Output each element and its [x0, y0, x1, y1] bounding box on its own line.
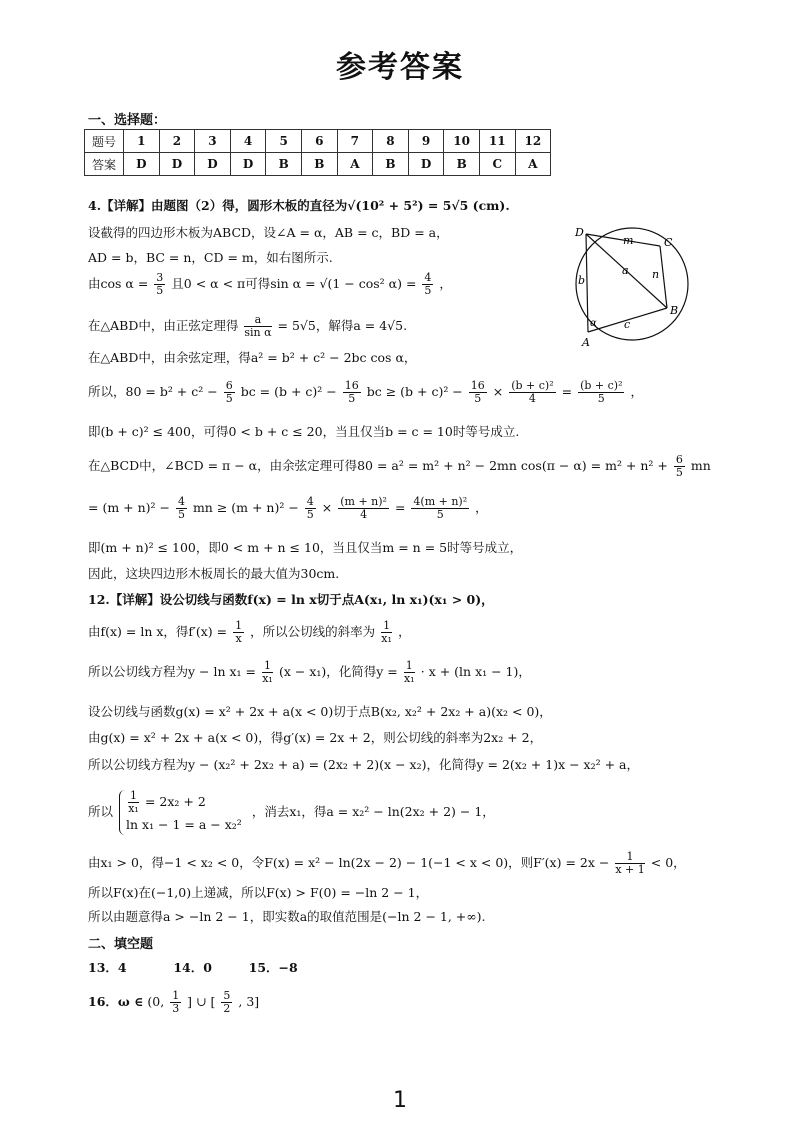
text: < 0，	[650, 855, 686, 870]
table-cell: 8	[373, 130, 409, 153]
numerator: 1	[172, 989, 180, 1002]
table-cell: 2	[159, 130, 195, 153]
table-cell: B	[373, 153, 409, 176]
numerator: 1	[130, 789, 137, 802]
numerator: 4	[424, 271, 432, 284]
answer-table	[84, 129, 551, 176]
row-label-number: 题号	[85, 130, 124, 153]
fraction	[469, 380, 487, 405]
label-a: A	[582, 336, 590, 349]
page-number: 1	[393, 1088, 407, 1113]
table-cell: A	[337, 153, 373, 176]
row-label-answer: 答案	[85, 153, 124, 176]
text: (x − x₁)，化简得y =	[278, 664, 398, 679]
text: 所以	[88, 804, 114, 819]
q4-line-1: 4.【详解】由题图（2）得，圆形木板的直径为√(10² + 5²) = 5√5 (cm).	[88, 198, 510, 213]
denominator: 5	[424, 284, 432, 297]
text: ∪	[196, 994, 207, 1009]
fraction	[224, 380, 235, 405]
q12-line-2	[88, 620, 411, 645]
denominator: x	[235, 632, 242, 645]
numerator: 1	[235, 619, 243, 632]
denominator: x₁	[262, 672, 273, 685]
text: ，	[630, 384, 643, 399]
fraction	[381, 620, 392, 645]
text: 由x₁ > 0，得−1 < x₂ < 0，令F(x) = x² − ln(2x − 2) − 1(−1 < x < 0)，则F′(x) = 2x −	[88, 855, 610, 870]
fraction	[509, 380, 555, 405]
table-cell: 7	[337, 130, 373, 153]
denominator: 3	[172, 1002, 180, 1015]
text: ，	[475, 500, 488, 515]
fraction	[338, 496, 389, 521]
label-d: D	[575, 226, 584, 239]
numerator: 1	[405, 659, 413, 672]
text: , 3]	[238, 994, 260, 1009]
text: = (m + n)² −	[88, 500, 170, 515]
q12-line-4: 设公切线与函数g(x) = x² + 2x + a(x < 0)切于点B(x₂, x₂² + 2x₂ + a)(x₂ < 0)，	[88, 704, 552, 719]
numerator: (b + c)²	[511, 379, 554, 392]
fraction	[343, 380, 361, 405]
table-cell: 6	[301, 130, 337, 153]
table-cell: 11	[479, 130, 515, 153]
equation-system	[119, 790, 242, 835]
text: (0,	[147, 994, 165, 1009]
fraction	[128, 790, 139, 815]
label-m: m	[623, 234, 634, 247]
q4-line-2: 设截得的四边形木板为ABCD，设∠A = α，AB = c，BD = a，	[88, 225, 449, 240]
segment-cb	[660, 246, 667, 308]
table-cell: 3	[195, 130, 231, 153]
fraction	[305, 496, 316, 521]
text: ×	[321, 500, 333, 515]
denominator: 4	[360, 508, 368, 521]
denominator: 5	[474, 392, 482, 405]
label-b-side: b	[578, 274, 586, 287]
text: 由cos α =	[88, 276, 149, 291]
answer-15: 15．−8	[248, 960, 298, 975]
table-cell: D	[159, 153, 195, 176]
denominator: sin α	[244, 326, 272, 339]
table-cell: B	[266, 153, 302, 176]
denominator: 5	[177, 508, 185, 521]
table-cell: A	[515, 153, 551, 176]
text: 所以公切线方程为y − ln x₁ =	[88, 664, 257, 679]
text: ，消去x₁，得a = x₂² − ln(2x₂ + 2) − 1，	[251, 804, 495, 819]
text: =	[561, 384, 573, 399]
table-cell: D	[408, 153, 444, 176]
fraction	[154, 272, 165, 297]
table-cell: 4	[230, 130, 266, 153]
text: ，所以公切线的斜率为	[250, 624, 376, 639]
fraction	[674, 454, 685, 479]
numerator: 6	[225, 379, 233, 392]
numerator: 5	[223, 989, 231, 1002]
q4-line-11: 即(m + n)² ≤ 100，即0 < m + n ≤ 10，当且仅当m = n = 5时等号成立，	[88, 540, 523, 555]
denominator: 5	[675, 466, 683, 479]
table-cell: D	[195, 153, 231, 176]
system-row	[126, 790, 242, 815]
fraction	[578, 380, 624, 405]
table-cell: 10	[444, 130, 480, 153]
numerator: 16	[344, 379, 359, 392]
cyclic-quadrilateral-figure	[560, 222, 710, 352]
q4-line-6: 在△ABD中，由余弦定理，得a² = b² + c² − 2bc cos α，	[88, 350, 417, 365]
fraction	[404, 660, 415, 685]
numerator: 6	[675, 453, 683, 466]
text: 16．ω ∈	[88, 994, 144, 1009]
q12-line-1: 12.【详解】设公切线与函数f(x) = ln x切于点A(x₁, ln x₁)(x₁ > 0)，	[88, 592, 494, 607]
q12-line-9: 所以F(x)在(−1,0)上递减，所以F(x) > F(0) = −ln 2 − 1，	[88, 885, 429, 900]
label-c-side: c	[624, 318, 631, 331]
text: 由f(x) = ln x，得f′(x) =	[88, 624, 228, 639]
fraction	[244, 314, 271, 339]
numerator: 4(m + n)²	[413, 495, 468, 508]
table-cell: B	[444, 153, 480, 176]
denominator: 2	[223, 1002, 231, 1015]
text: bc ≥ (b + c)² −	[366, 384, 463, 399]
denominator: 5	[306, 508, 314, 521]
fraction	[170, 990, 181, 1015]
page-title: 参考答案	[336, 50, 464, 85]
table-row-answers	[85, 153, 551, 176]
denominator: x₁	[403, 672, 415, 685]
q4-line-8: 即(b + c)² ≤ 400，可得0 < b + c ≤ 20，当且仅当b = c = 10时等号成立.	[88, 424, 520, 439]
fraction	[411, 496, 469, 521]
system-row: ln x₁ − 1 = a − x₂²	[126, 817, 242, 832]
numerator: 4	[177, 495, 185, 508]
numerator: 1	[264, 659, 271, 672]
text: = 2x₂ + 2	[144, 794, 206, 809]
numerator: 1	[615, 851, 644, 864]
numerator: (b + c)²	[580, 379, 623, 392]
label-b: B	[670, 304, 679, 317]
text: ，	[398, 624, 411, 639]
text: ]	[187, 994, 193, 1009]
answer-13: 13．4	[88, 960, 127, 975]
table-cell: 1	[124, 130, 160, 153]
q4-line-3: AD = b，BC = n，CD = m，如右图所示.	[88, 250, 333, 265]
denominator: 5	[348, 392, 356, 405]
fraction	[176, 496, 187, 521]
label-c: C	[664, 236, 673, 249]
label-n: n	[652, 268, 660, 281]
fraction	[233, 620, 244, 645]
section-choice-heading: 一、选择题：	[88, 113, 167, 128]
denominator: 4	[528, 392, 536, 405]
text: ，	[439, 276, 452, 291]
table-cell: 5	[266, 130, 302, 153]
q12-line-7	[88, 790, 495, 835]
table-cell: 9	[408, 130, 444, 153]
table-row-numbers	[85, 130, 551, 153]
q4-line-4	[88, 272, 452, 297]
text: =	[394, 500, 406, 515]
text: 在△ABD中，由正弦定理得	[88, 318, 239, 333]
text: 所以，80 = b² + c² −	[88, 384, 218, 399]
q4-line-7	[88, 380, 643, 405]
table-cell: D	[124, 153, 160, 176]
text: 且0 < α < π可得sin α = √(1 − cos² α) =	[171, 276, 417, 291]
denominator: 5	[597, 392, 605, 405]
text: · x + (ln x₁ − 1)，	[420, 664, 531, 679]
numerator: (m + n)²	[340, 495, 387, 508]
fill-answers-13-15	[88, 960, 298, 976]
numerator: 16	[470, 379, 485, 392]
text: mn	[690, 458, 711, 473]
q4-line-10	[88, 496, 488, 521]
label-alpha: α	[590, 318, 597, 329]
q12-line-10: 所以由题意得a > −ln 2 − 1，即实数a的取值范围是(−ln 2 − 1, +∞).	[88, 909, 486, 924]
numerator: 3	[156, 271, 164, 284]
fraction	[262, 660, 273, 685]
denominator: 5	[156, 284, 164, 297]
text: ×	[492, 384, 504, 399]
denominator: x₁	[381, 632, 392, 645]
text: mn ≥ (m + n)² −	[192, 500, 299, 515]
numerator: 4	[306, 495, 314, 508]
numerator: a	[244, 314, 271, 327]
q12-line-8	[88, 851, 686, 876]
q12-line-6: 所以公切线方程为y − (x₂² + 2x₂ + a) = (2x₂ + 2)(x − x₂)，化简得y = 2(x₂ + 1)x − x₂² + a，	[88, 757, 639, 772]
q12-line-5: 由g(x) = x² + 2x + a(x < 0)，得g′(x) = 2x + 2，则公切线的斜率为2x₂ + 2，	[88, 730, 543, 745]
fraction	[221, 990, 232, 1015]
denominator: x₁	[128, 802, 139, 815]
denominator: x + 1	[615, 863, 645, 876]
text: bc = (b + c)² −	[240, 384, 337, 399]
q4-line-5	[88, 314, 407, 339]
fill-answer-16	[88, 990, 259, 1015]
q4-line-9	[88, 454, 711, 479]
answer-14: 14．0	[173, 960, 212, 975]
label-a-side: a	[622, 264, 629, 277]
table-cell: 12	[515, 130, 551, 153]
text: = 5√5，解得a = 4√5.	[277, 318, 408, 333]
text: [	[210, 994, 216, 1009]
section-fill-heading: 二、填空题	[88, 937, 154, 952]
q12-line-3	[88, 660, 531, 685]
fraction	[422, 272, 433, 297]
numerator: 1	[383, 619, 391, 632]
q4-line-12: 因此，这块四边形木板周长的最大值为30cm.	[88, 566, 340, 581]
fraction	[615, 851, 644, 876]
table-cell: C	[479, 153, 515, 176]
denominator: 5	[436, 508, 444, 521]
text: 在△BCD中，∠BCD = π − α，由余弦定理可得80 = a² = m² + n² − 2mn cos(π − α) = m² + n² +	[88, 458, 668, 473]
table-cell: B	[301, 153, 337, 176]
denominator: 5	[225, 392, 233, 405]
table-cell: D	[230, 153, 266, 176]
